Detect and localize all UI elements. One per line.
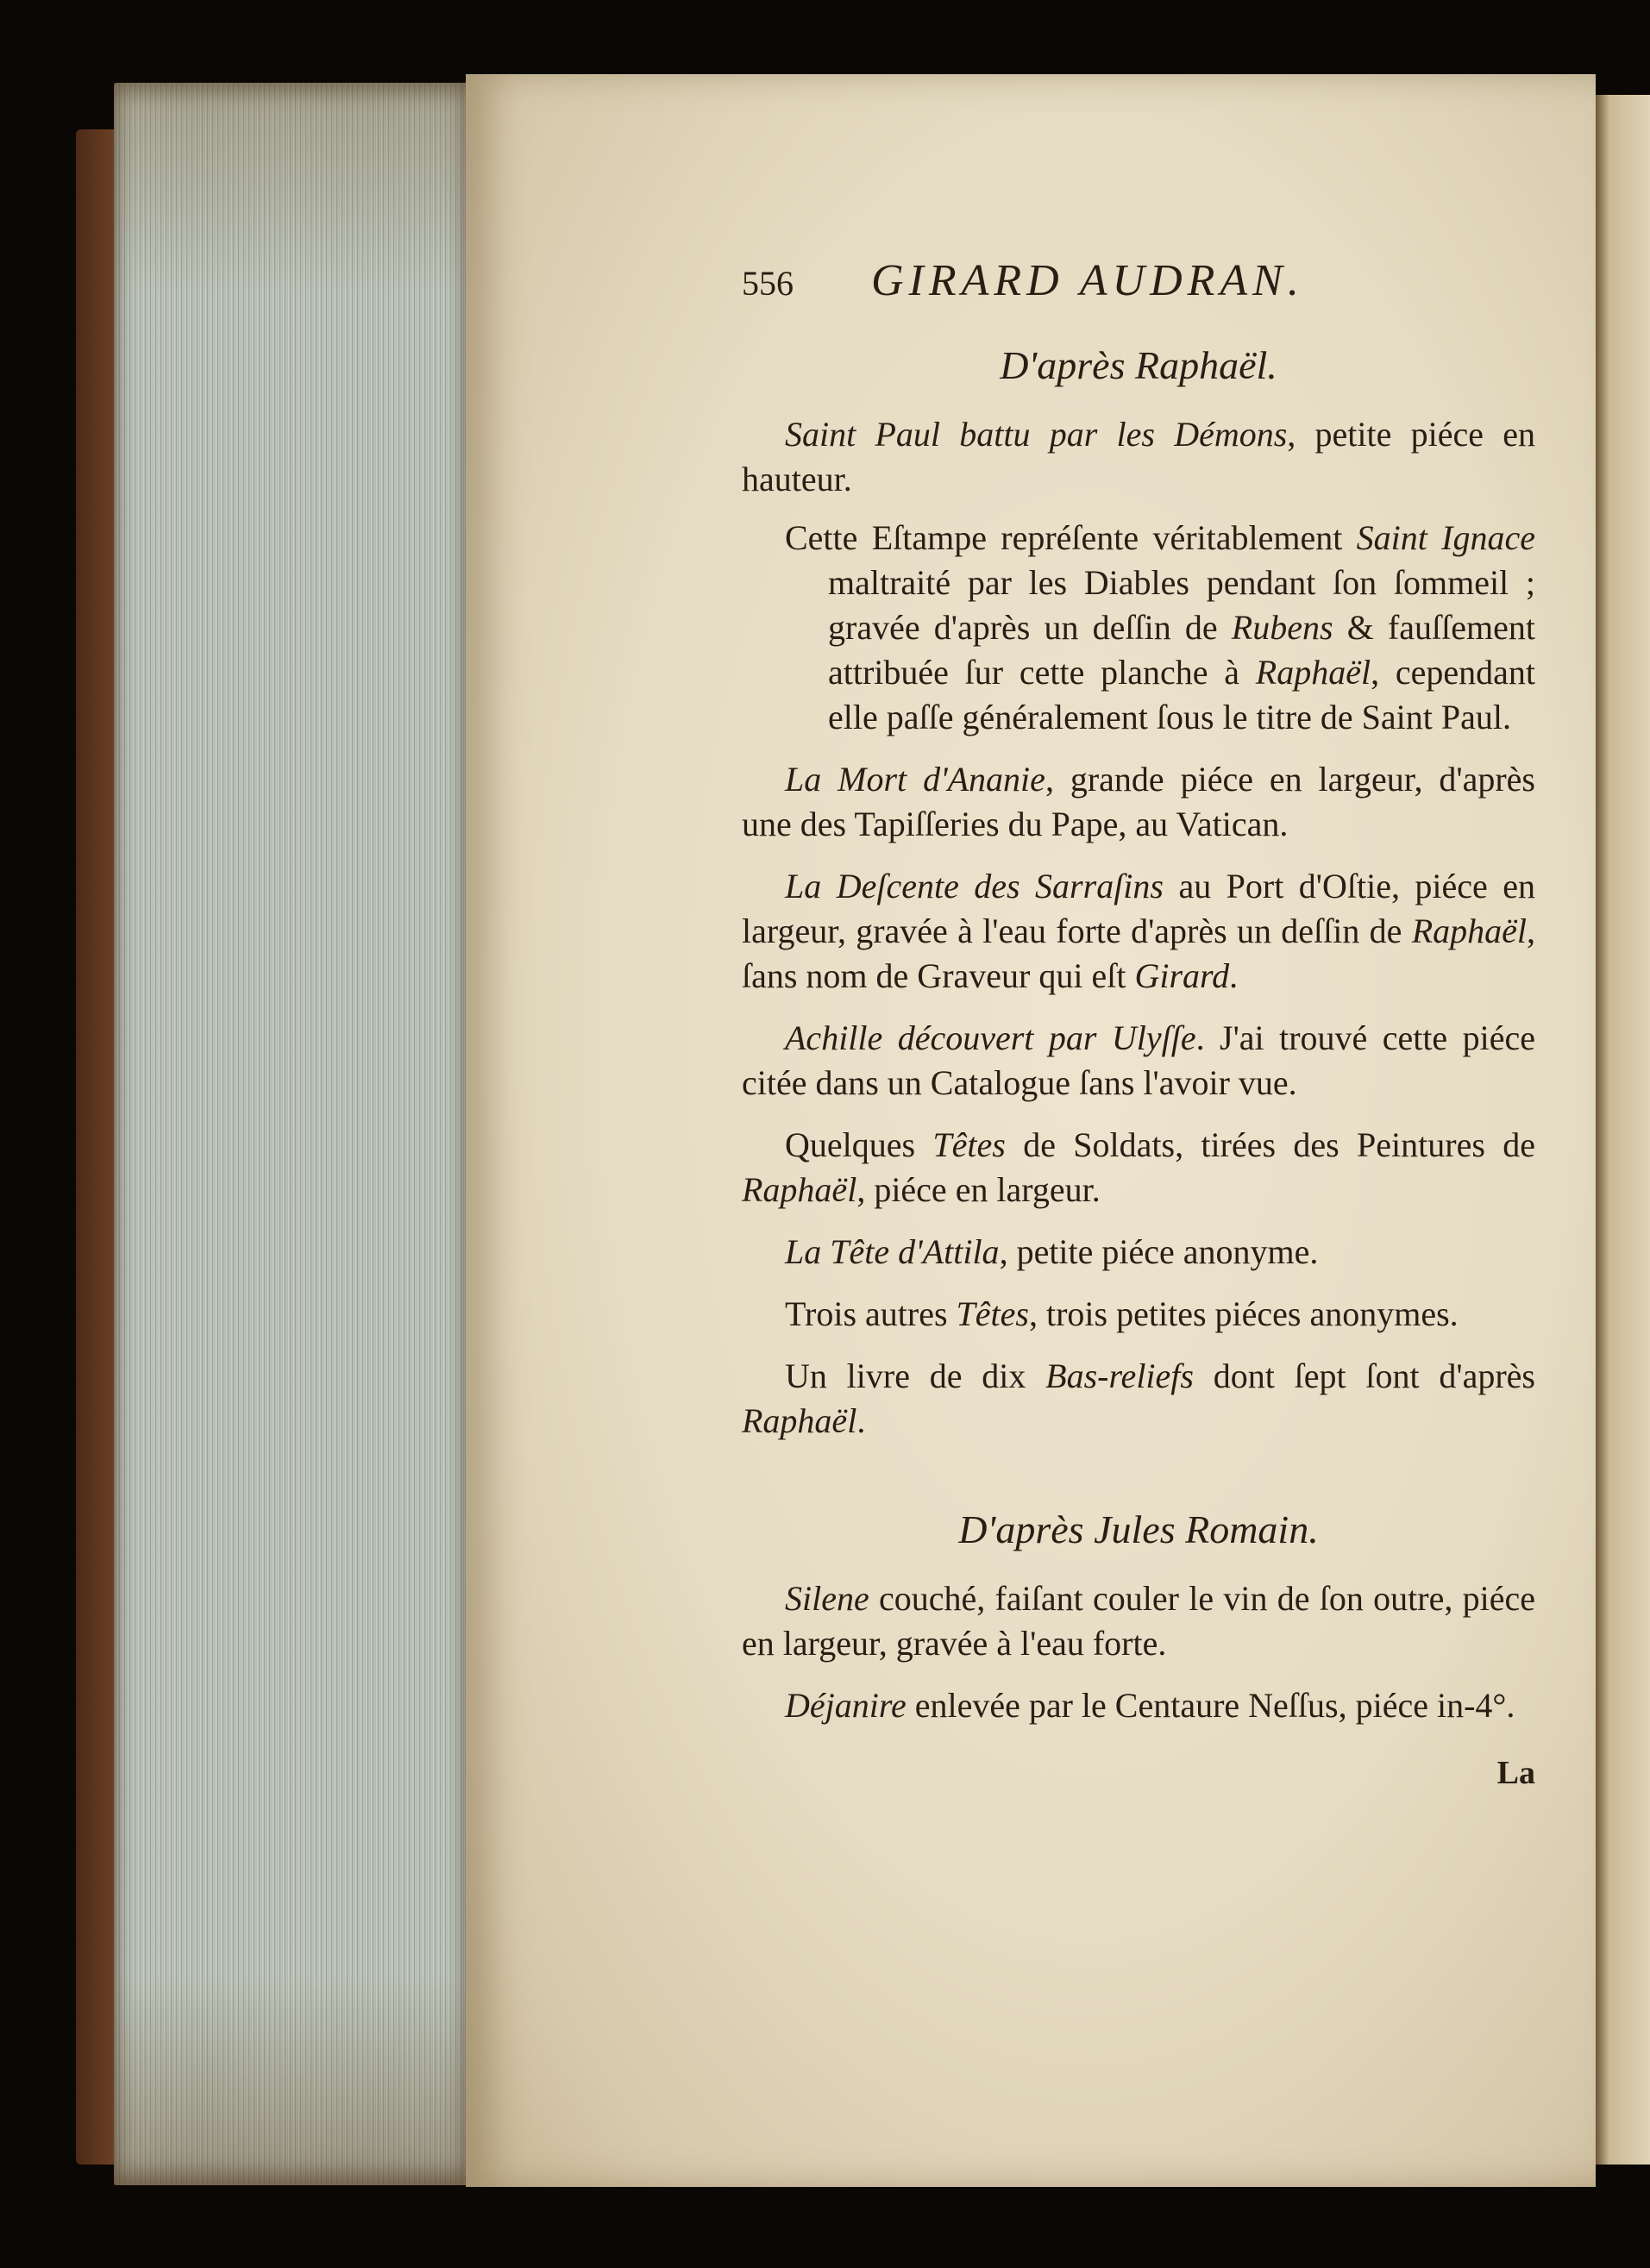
entry-text: , trois petites piéces anonymes. [1028, 1294, 1459, 1333]
entry-silene [742, 1576, 1535, 1666]
entry-italic: Raphaël [1411, 912, 1527, 950]
note-text: Cette Eſtampe repréſente véritablement [785, 518, 1357, 557]
entry-title: Silene [785, 1579, 869, 1618]
note-italic: Rubens [1231, 608, 1333, 647]
entry-text: dont ſept ſont d'après [1193, 1356, 1535, 1395]
entry-title: Têtes [932, 1125, 1006, 1164]
entry-title: Saint Paul battu par les Démons [785, 415, 1288, 454]
entry-lead: Trois autres [785, 1294, 957, 1333]
entry-text: . J'ai trouvé cette piéce citée dans un Catalogue ſans l'avoir vue. [742, 1018, 1535, 1102]
entry-title: La Mort d'Ananie [785, 760, 1045, 799]
entry-text: . [856, 1401, 866, 1440]
entry-title: Achille découvert par Ulyſſe [785, 1018, 1196, 1057]
entry-saint-paul [742, 412, 1535, 502]
running-title: GIRARD AUDRAN. [871, 256, 1304, 305]
entry-ananie [742, 757, 1535, 847]
entry-title: La Tête d'Attila [785, 1232, 1000, 1271]
entry-text: couché, faiſant couler le vin de ſon outre, piéce en largeur, gravée à l'eau forte. [742, 1579, 1535, 1663]
entry-sarrasins [742, 864, 1535, 999]
entry-italic: Raphaël [742, 1170, 857, 1209]
entry-text: enlevée par le Centaure Neſſus, piéce in-4°. [906, 1686, 1515, 1725]
page-edges [114, 83, 467, 2185]
entry-lead: Quelques [785, 1125, 933, 1164]
entry-achille [742, 1016, 1535, 1106]
entry-dejanire [742, 1683, 1535, 1728]
note-italic: Saint Ignace [1356, 518, 1536, 557]
entry-title: Bas-reliefs [1045, 1356, 1194, 1395]
entry-italic: Raphaël [742, 1401, 857, 1440]
entry-text: , grande piéce en largeur, d'après une des Tapiſſeries du Pape, au Vatican. [742, 760, 1535, 843]
entry-italic: Girard [1134, 956, 1230, 995]
section-heading-raphael: D'après Raphaël. [1000, 343, 1277, 387]
facing-page-edge [1596, 95, 1650, 2165]
entry-text: de Soldats, tirées des Peintures de [1005, 1125, 1536, 1164]
entry-trois-tetes [742, 1292, 1535, 1337]
entry-tetes-soldats [742, 1123, 1535, 1212]
note-text: , cependant elle paſſe généralement ſous le titre de Saint Paul. [828, 653, 1535, 736]
entry-text: , piéce en largeur. [856, 1170, 1101, 1209]
note-text: & fauſſement attribuée ſur cette planche à [828, 608, 1535, 692]
note-italic: Raphaël [1255, 653, 1371, 692]
entry-text: . [1229, 956, 1239, 995]
entry-title: La Deſcente des Sarraſins [785, 867, 1164, 905]
entry-lead: Un livre de dix [785, 1356, 1046, 1395]
entry-title: Têtes [956, 1294, 1029, 1333]
entry-text: , petite piéce anonyme. [999, 1232, 1319, 1271]
entry-bas-reliefs [742, 1354, 1535, 1444]
page-content [742, 256, 1536, 1795]
running-head [742, 256, 1535, 336]
entry-note [742, 516, 1535, 740]
catchword: La [1496, 1755, 1535, 1791]
page-number: 556 [742, 264, 794, 303]
entry-text: , ſans nom de Graveur qui eſt [742, 912, 1535, 995]
entry-text: au Port d'Oſtie, piéce en largeur, gravée à l'eau forte d'après un deſſin de [742, 867, 1535, 950]
entry-attila [742, 1230, 1535, 1275]
note-text: maltraité par les Diables pendant ſon ſommeil ; gravée d'après un deſſin de [828, 563, 1535, 647]
section-heading-jules-romain: D'après Jules Romain. [958, 1507, 1319, 1551]
entry-title: Déjanire [785, 1686, 907, 1725]
entry-text: , petite piéce en hauteur. [742, 415, 1535, 498]
